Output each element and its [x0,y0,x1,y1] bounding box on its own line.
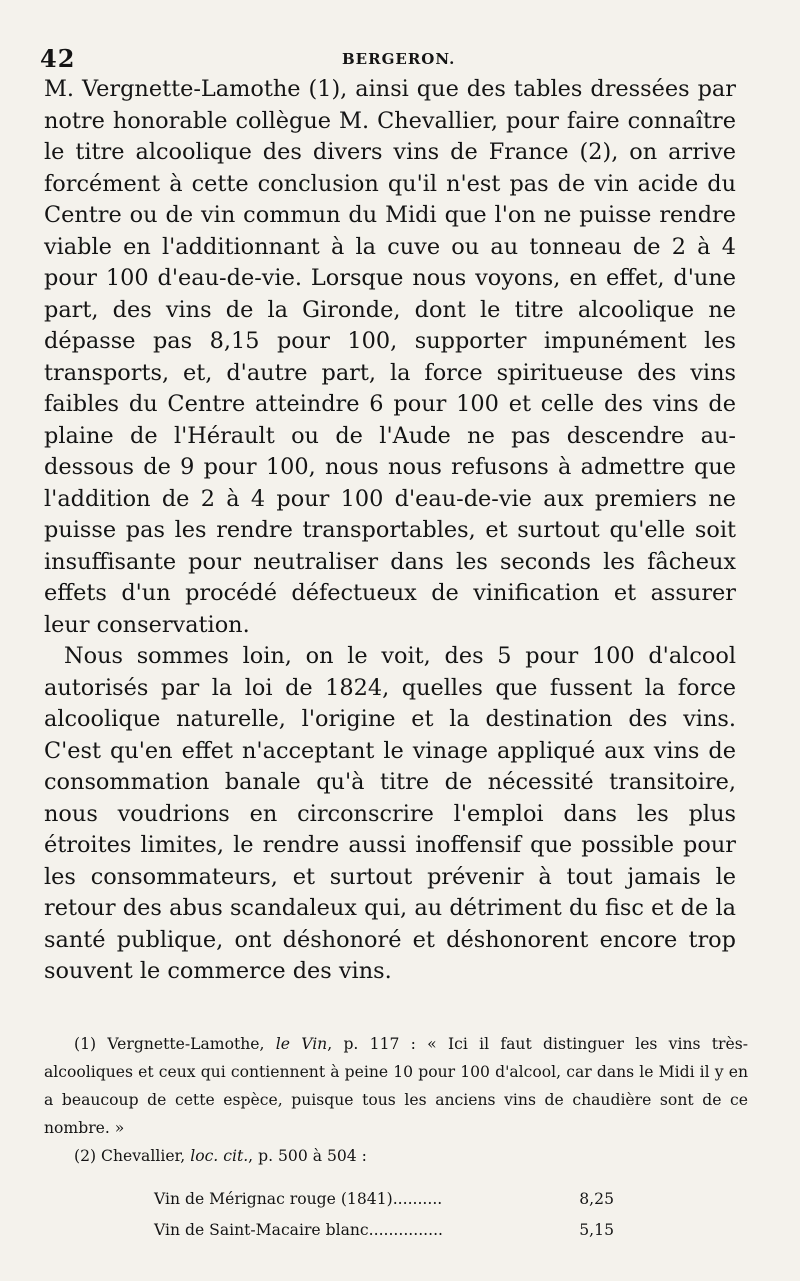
footnotes [44,1030,748,1170]
footnote-2-prefix: (2) Chevallier, [74,1147,191,1165]
paragraph-1: M. Vergnette-Lamothe (1), ainsi que des tables dressées par notre honorable collègue M. Chevallier, pour faire connaître le titre alcoolique des divers vins de France (2), on arrive forcément à cette conclusion qu'il n'est pas de vin acide du Centre ou de vin commun du Midi que l'on ne puisse rendre viable en l'additionnant à la cuve ou au tonneau de 2 à 4 pour 100 d'eau-de-vie. Lorsque nous voyons, en effet, d'une part, des vins de la Gironde, dont le titre alcoolique ne dépasse pas 8,15 pour 100, supporter impunément les transports, et, d'autre part, la force spiritueuse des vins faibles du Centre atteindre 6 pour 100 et celle des vins de plaine de l'Hérault ou de l'Aude ne pas descendre au-dessous de 9 pour 100, nous nous refusons à admettre que l'addition de 2 à 4 pour 100 d'eau-de-vie aux premiers ne puisse pas les rendre transportables, et surtout qu'elle soit insuffisante pour neutraliser dans les seconds les fâcheux effets d'un procédé défectueux de vinification et assurer leur conservation. [44,76,736,638]
footnote-1-title: le Vin [275,1035,328,1053]
table-row [154,1215,614,1246]
footnote-2-ref: loc. cit. [190,1147,249,1165]
footnote-1 [44,1030,748,1142]
footnote-1-text: , p. 117 : « Ici il faut distinguer les vins très-alcooliques et ceux qui contiennent à peine 10 pour 100 d'alcool, car dans le Midi il y en a beaucoup de cette espèce, puisque tous les anciens vins de chaudière sont de ce nombre. » [44,1035,749,1137]
page-header [40,44,740,74]
footnote-1-prefix: (1) Vergnette-Lamothe, [74,1035,276,1053]
wine-value: 5,15 [579,1221,614,1239]
main-text [44,74,736,988]
table-row [154,1184,614,1215]
wine-label: Vin de Mérignac rouge (1841).......... [154,1190,443,1208]
footnote-2-text: , p. 500 à 504 : [248,1147,367,1165]
page-number: 42 [40,44,76,73]
paragraph-2: Nous sommes loin, on le voit, des 5 pour 100 d'alcool autorisés par la loi de 1824, quelles que fussent la force alcoolique naturelle, l'origine et la destination des vins. C'est qu'en effet n'acceptant le vinage appliqué aux vins de consommation banale qu'à titre de nécessité transitoire, nous voudrions en circonscrire l'emploi dans les plus étroites limites, le rendre aussi inoffensif que possible pour les consommateurs, et surtout prévenir à tout jamais le retour des abus scandaleux qui, au détriment du fisc et de la santé publique, ont déshonoré et déshonorent encore trop souvent le commerce des vins. [44,643,736,984]
footnote-2 [44,1142,748,1170]
running-head: BERGERON. [342,50,456,68]
wine-label: Vin de Saint-Macaire blanc............... [154,1221,444,1239]
wine-table [154,1184,614,1246]
wine-value: 8,25 [579,1190,614,1208]
